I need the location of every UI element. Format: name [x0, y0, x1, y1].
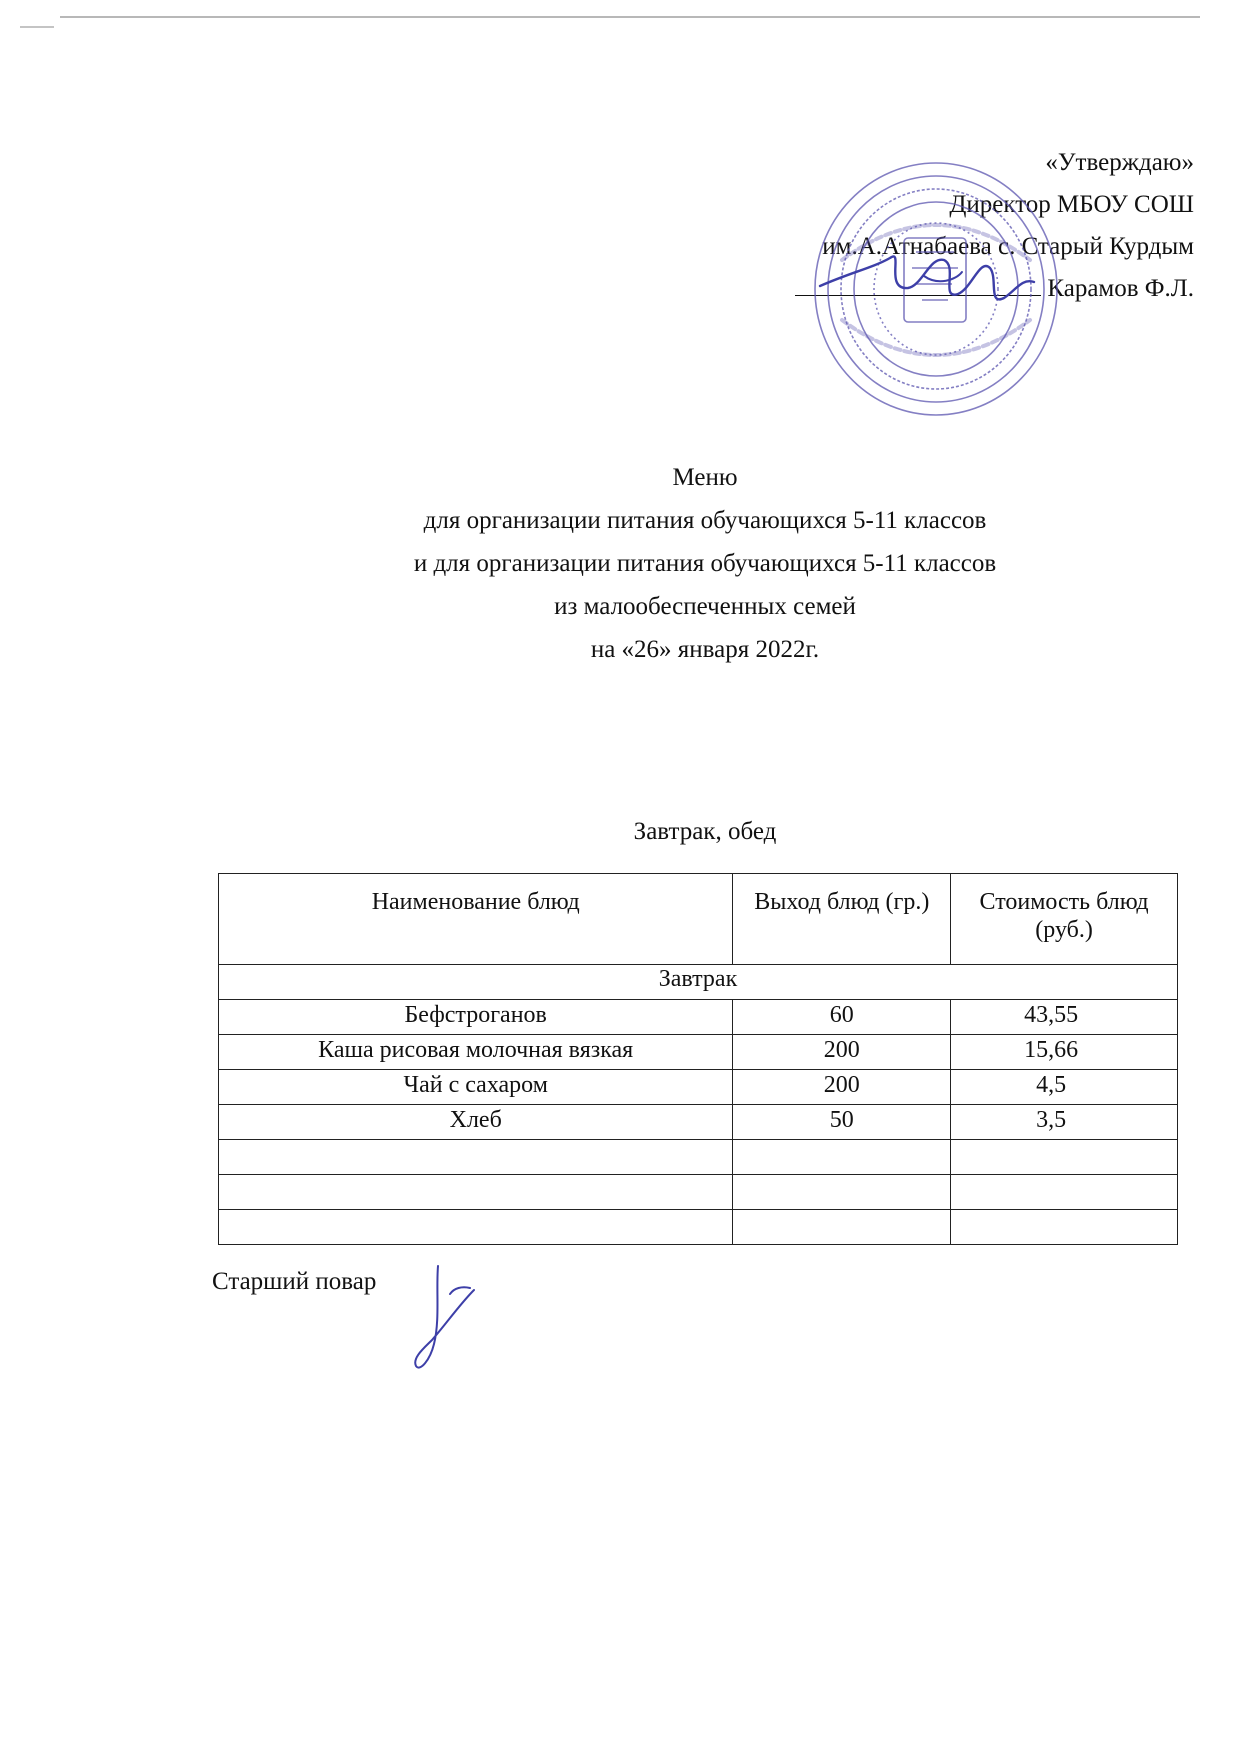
dish-output: 50 — [733, 1105, 951, 1140]
empty-cell — [219, 1140, 733, 1175]
empty-cell — [951, 1175, 1178, 1210]
dish-price: 4,5 — [951, 1070, 1178, 1105]
scan-edge-mark — [20, 26, 54, 28]
director-name: Карамов Ф.Л. — [1047, 275, 1194, 302]
empty-cell — [733, 1140, 951, 1175]
empty-cell — [951, 1210, 1178, 1245]
group-label: Завтрак — [219, 965, 1178, 1000]
section-caption: Завтрак, обед — [633, 818, 777, 845]
table-row — [219, 1070, 1178, 1105]
table-row-empty — [219, 1140, 1178, 1175]
table-group-row — [219, 965, 1178, 1000]
table-row — [219, 1000, 1178, 1035]
header-price: Стоимость блюд (руб.) — [951, 874, 1178, 965]
approval-position: Директор МБОУ СОШ — [949, 191, 1194, 218]
empty-cell — [733, 1210, 951, 1245]
cook-signature-icon — [410, 1260, 480, 1378]
dish-name: Бефстроганов — [219, 1000, 733, 1035]
header-output: Выход блюд (гр.) — [733, 874, 951, 965]
empty-cell — [733, 1175, 951, 1210]
title-line-4: из малообеспеченных семей — [554, 593, 856, 620]
document-title — [0, 456, 1240, 671]
dish-output: 200 — [733, 1035, 951, 1070]
table-row — [219, 1105, 1178, 1140]
scan-edge-line — [60, 16, 1200, 18]
title-line-2: для организации питания обучающихся 5-11 классов — [423, 507, 987, 534]
dish-price: 43,55 — [951, 1000, 1178, 1035]
title-line-5: на «26» января 2022г. — [590, 636, 820, 663]
title-line-1: Меню — [672, 464, 738, 491]
dish-price: 15,66 — [951, 1035, 1178, 1070]
title-line-3: и для организации питания обучающихся 5-11 классов — [413, 550, 997, 577]
approval-heading: «Утверждаю» — [1045, 149, 1194, 176]
dish-output: 200 — [733, 1070, 951, 1105]
school-stamp-icon — [812, 160, 1060, 418]
dish-name: Хлеб — [219, 1105, 733, 1140]
dish-price: 3,5 — [951, 1105, 1178, 1140]
empty-cell — [219, 1175, 733, 1210]
header-dish-name: Наименование блюд — [219, 874, 733, 965]
table-header-row — [219, 874, 1178, 965]
dish-name: Каша рисовая молочная вязкая — [219, 1035, 733, 1070]
empty-cell — [951, 1140, 1178, 1175]
dish-output: 60 — [733, 1000, 951, 1035]
empty-cell — [219, 1210, 733, 1245]
menu-table — [218, 873, 1178, 1245]
cook-label: Старший повар — [212, 1268, 377, 1295]
table-row — [219, 1035, 1178, 1070]
table-row-empty — [219, 1210, 1178, 1245]
approval-school: им.А.Атнабаева с. Старый Курдым — [822, 233, 1194, 260]
table-row-empty — [219, 1175, 1178, 1210]
dish-name: Чай с сахаром — [219, 1070, 733, 1105]
